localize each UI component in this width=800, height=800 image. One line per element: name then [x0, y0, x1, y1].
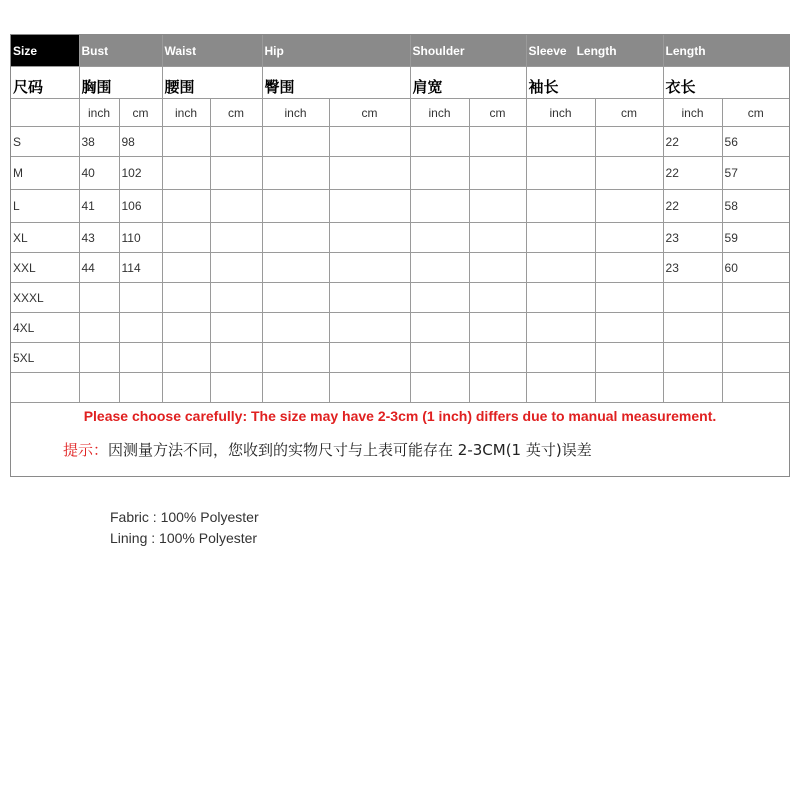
bust-cm-cell: 114: [119, 253, 162, 283]
length-inch-cell: [663, 373, 722, 403]
size-cell: XXL: [11, 253, 79, 283]
hip-cm-cell: [329, 313, 410, 343]
header-row: [11, 35, 789, 67]
fabric-text: Fabric : 100% Polyester: [110, 509, 259, 525]
waist-inch-cell: [162, 190, 210, 223]
size-cell: [11, 373, 79, 403]
bust-inch-cell: [79, 343, 119, 373]
shoulder-cm-cell: [469, 283, 526, 313]
bust-cm-cell: [119, 313, 162, 343]
shoulder-cm-cell: [469, 190, 526, 223]
sleeve-inch-cell: [526, 157, 595, 190]
header-shoulder: Shoulder: [410, 35, 526, 67]
length-inch-cell: [663, 343, 722, 373]
warning-note-en: Please choose carefully: The size may have 2-3cm (1 inch) differs due to manual measurement.: [83, 408, 717, 424]
waist-inch-cell: [162, 343, 210, 373]
length-cm-cell: 56: [722, 127, 789, 157]
shoulder-inch-cell: [410, 283, 469, 313]
hip-cm-cell: [329, 190, 410, 223]
bust-inch-cell: [79, 283, 119, 313]
length-cm-cell: [722, 343, 789, 373]
material-info: [110, 507, 259, 549]
table-row: [11, 157, 789, 190]
hip-inch-cell: [262, 373, 329, 403]
sleeve-cm-cell: [595, 190, 663, 223]
table-row: [11, 313, 789, 343]
shoulder-inch-cell: [410, 127, 469, 157]
shoulder-cm-cell: [469, 313, 526, 343]
hip-inch-cell: [262, 127, 329, 157]
bust-cm-cell: 102: [119, 157, 162, 190]
waist-cm-cell: [210, 343, 262, 373]
sleeve-cm-cell: [595, 157, 663, 190]
size-cell: L: [11, 190, 79, 223]
shoulder-inch-cell: [410, 253, 469, 283]
hip-cm-cell: [329, 223, 410, 253]
shoulder-cm-cell: [469, 223, 526, 253]
sleeve-inch-cell: [526, 253, 595, 283]
hip-inch-cell: [262, 253, 329, 283]
header-cn-length: 衣长: [663, 67, 789, 99]
length-cm-cell: [722, 313, 789, 343]
note-cn-lead: 提示：: [63, 441, 109, 459]
waist-cm-cell: [210, 127, 262, 157]
hip-cm-cell: [329, 127, 410, 157]
waist-inch-cell: [162, 157, 210, 190]
size-cell: M: [11, 157, 79, 190]
table-row: [11, 283, 789, 313]
length-cm-cell: 60: [722, 253, 789, 283]
sleeve-cm-cell: [595, 253, 663, 283]
bust-inch-cell: [79, 373, 119, 403]
waist-cm-cell: [210, 283, 262, 313]
table-row: [11, 253, 789, 283]
size-cell: S: [11, 127, 79, 157]
sleeve-cm-cell: [595, 343, 663, 373]
header-bust: Bust: [79, 35, 162, 67]
unit-inch: inch: [410, 99, 469, 127]
bust-cm-cell: [119, 283, 162, 313]
waist-cm-cell: [210, 253, 262, 283]
unit-inch: inch: [79, 99, 119, 127]
hip-cm-cell: [329, 253, 410, 283]
waist-cm-cell: [210, 223, 262, 253]
length-cm-cell: 58: [722, 190, 789, 223]
waist-cm-cell: [210, 313, 262, 343]
bust-cm-cell: [119, 343, 162, 373]
length-inch-cell: 22: [663, 157, 722, 190]
shoulder-inch-cell: [410, 223, 469, 253]
length-inch-cell: [663, 313, 722, 343]
unit-inch: inch: [162, 99, 210, 127]
hip-inch-cell: [262, 223, 329, 253]
unit-cm: cm: [469, 99, 526, 127]
waist-cm-cell: [210, 157, 262, 190]
size-cell: 4XL: [11, 313, 79, 343]
waist-inch-cell: [162, 223, 210, 253]
bust-cm-cell: 110: [119, 223, 162, 253]
hip-inch-cell: [262, 157, 329, 190]
shoulder-inch-cell: [410, 313, 469, 343]
waist-inch-cell: [162, 283, 210, 313]
shoulder-cm-cell: [469, 373, 526, 403]
sleeve-inch-cell: [526, 313, 595, 343]
length-inch-cell: 22: [663, 190, 722, 223]
sleeve-cm-cell: [595, 373, 663, 403]
unit-inch: inch: [262, 99, 329, 127]
unit-cm: cm: [119, 99, 162, 127]
bust-inch-cell: 41: [79, 190, 119, 223]
waist-inch-cell: [162, 313, 210, 343]
unit-cm: cm: [595, 99, 663, 127]
notes-area: [11, 403, 789, 476]
hip-inch-cell: [262, 313, 329, 343]
unit-blank: [11, 99, 79, 127]
data-rows: [11, 127, 789, 403]
header-cn-waist: 腰围: [162, 67, 262, 99]
waist-inch-cell: [162, 127, 210, 157]
length-cm-cell: 57: [722, 157, 789, 190]
bust-cm-cell: [119, 373, 162, 403]
unit-cm: cm: [329, 99, 410, 127]
length-cm-cell: [722, 373, 789, 403]
size-chart: [10, 34, 790, 477]
hip-inch-cell: [262, 343, 329, 373]
shoulder-inch-cell: [410, 157, 469, 190]
hip-cm-cell: [329, 283, 410, 313]
lining-text: Lining : 100% Polyester: [110, 530, 258, 546]
header-hip: Hip: [262, 35, 410, 67]
header-cn-bust: 胸围: [79, 67, 162, 99]
header-cn-hip: 臀围: [262, 67, 410, 99]
sleeve-cm-cell: [595, 283, 663, 313]
size-cell: 5XL: [11, 343, 79, 373]
bust-cm-cell: 98: [119, 127, 162, 157]
header-sleeve-length: Sleeve Length: [526, 35, 663, 67]
waist-inch-cell: [162, 373, 210, 403]
unit-cm: cm: [722, 99, 789, 127]
header-cn-sleeve: 袖长: [526, 67, 663, 99]
header-waist: Waist: [162, 35, 262, 67]
hip-cm-cell: [329, 157, 410, 190]
hip-cm-cell: [329, 343, 410, 373]
bust-inch-cell: [79, 313, 119, 343]
unit-inch: inch: [663, 99, 722, 127]
sleeve-inch-cell: [526, 343, 595, 373]
sleeve-inch-cell: [526, 283, 595, 313]
shoulder-cm-cell: [469, 157, 526, 190]
shoulder-inch-cell: [410, 373, 469, 403]
waist-cm-cell: [210, 190, 262, 223]
header-size: Size: [11, 35, 79, 67]
table-row: [11, 127, 789, 157]
length-cm-cell: [722, 283, 789, 313]
unit-cm: cm: [210, 99, 262, 127]
table-row: [11, 190, 789, 223]
waist-cm-cell: [210, 373, 262, 403]
sleeve-inch-cell: [526, 127, 595, 157]
waist-inch-cell: [162, 253, 210, 283]
hip-cm-cell: [329, 373, 410, 403]
length-inch-cell: 23: [663, 223, 722, 253]
table-row: [11, 343, 789, 373]
hip-inch-cell: [262, 190, 329, 223]
header-length: Length: [663, 35, 789, 67]
bust-inch-cell: 43: [79, 223, 119, 253]
shoulder-cm-cell: [469, 253, 526, 283]
note-cn-body: 因测量方法不同，您收到的实物尺寸与上表可能存在 2-3CM(1 英寸)误差: [108, 441, 592, 459]
bust-inch-cell: 38: [79, 127, 119, 157]
bust-inch-cell: 40: [79, 157, 119, 190]
sleeve-inch-cell: [526, 373, 595, 403]
size-cell: XXXL: [11, 283, 79, 313]
length-inch-cell: 22: [663, 127, 722, 157]
sleeve-inch-cell: [526, 190, 595, 223]
size-table: [11, 35, 789, 403]
warning-note-cn: [63, 439, 592, 460]
bust-inch-cell: 44: [79, 253, 119, 283]
shoulder-inch-cell: [410, 343, 469, 373]
sleeve-cm-cell: [595, 127, 663, 157]
unit-row: [11, 99, 789, 127]
sleeve-inch-cell: [526, 223, 595, 253]
table-row: [11, 223, 789, 253]
length-inch-cell: 23: [663, 253, 722, 283]
shoulder-cm-cell: [469, 127, 526, 157]
shoulder-inch-cell: [410, 190, 469, 223]
hip-inch-cell: [262, 283, 329, 313]
table-row: [11, 373, 789, 403]
shoulder-cm-cell: [469, 343, 526, 373]
header-cn-size: 尺码: [11, 67, 79, 99]
size-cell: XL: [11, 223, 79, 253]
bust-cm-cell: 106: [119, 190, 162, 223]
sleeve-cm-cell: [595, 313, 663, 343]
length-cm-cell: 59: [722, 223, 789, 253]
sleeve-cm-cell: [595, 223, 663, 253]
length-inch-cell: [663, 283, 722, 313]
unit-inch: inch: [526, 99, 595, 127]
header-cn-row: [11, 67, 789, 99]
header-cn-shoulder: 肩宽: [410, 67, 526, 99]
